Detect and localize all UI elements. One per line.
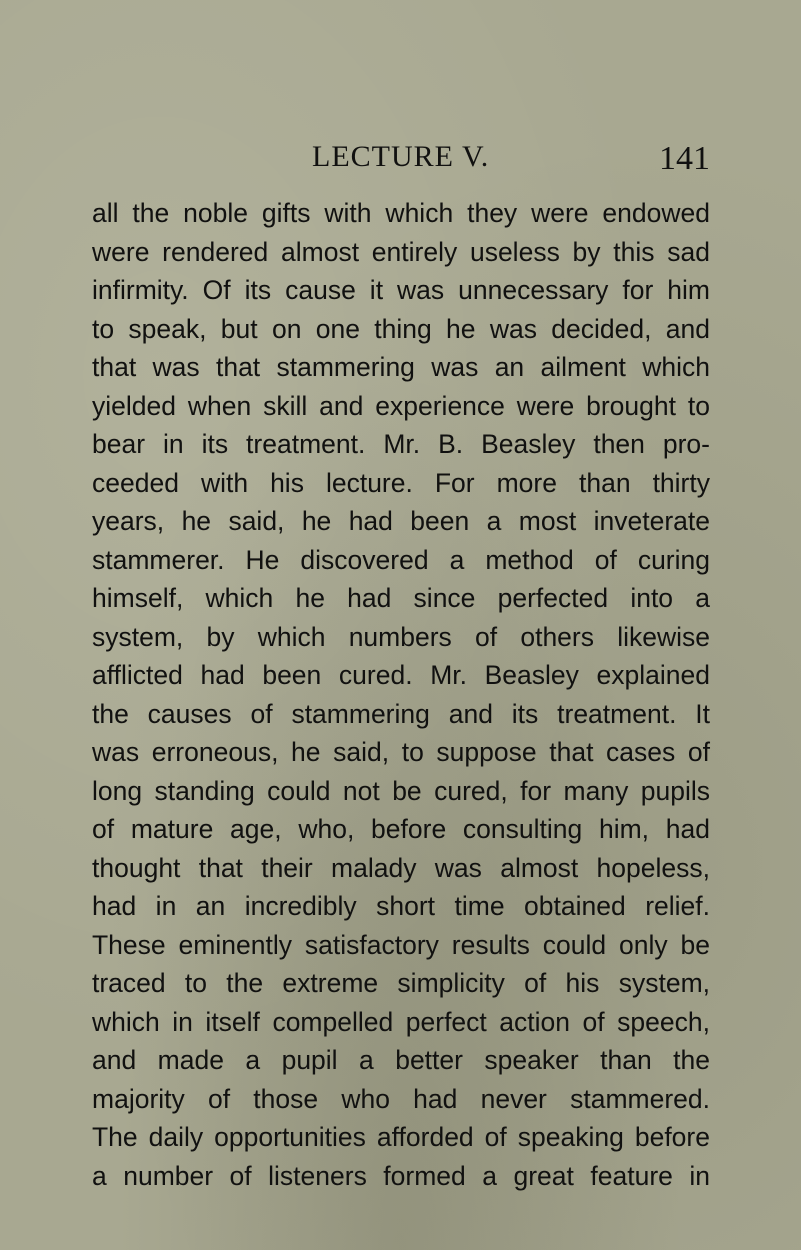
text-line: a number of listeners formed a great feature in — [92, 1160, 710, 1191]
text-line: all the noble gifts with which they were endowed — [92, 198, 710, 228]
text-line: and made a pupil a better speaker than the — [92, 1045, 710, 1075]
text-line: had in an incredibly short time obtained relief. — [92, 891, 710, 921]
text-line: long standing could not be cured, for many pupils — [92, 775, 710, 806]
text-line: bear in its treatment. Mr. B. Beasley then pro- — [92, 429, 710, 459]
text-line: majority of those who had never stammered. — [92, 1083, 710, 1114]
running-head-title: LECTURE V. — [312, 140, 490, 173]
text-line: which in itself compelled perfect action of speech, — [92, 1006, 710, 1037]
text-line: system, by which numbers of others likewise — [92, 621, 710, 652]
running-head — [92, 140, 710, 184]
text-line: yielded when skill and experience were brought to — [92, 390, 710, 421]
text-line: that was that stammering was an ailment which — [92, 352, 710, 382]
text-line: thought that their malady was almost hopeless, — [92, 852, 710, 883]
text-line: to speak, but on one thing he was decided, and — [92, 313, 710, 344]
text-line: infirmity. Of its cause it was unnecessary for him — [92, 275, 710, 305]
text-line: years, he said, he had been a most inveterate — [92, 506, 710, 536]
page-number: 141 — [659, 140, 710, 177]
text-line: These eminently satisfactory results could only be — [92, 929, 710, 960]
text-line: the causes of stammering and its treatment. It — [92, 698, 710, 729]
text-line: afflicted had been cured. Mr. Beasley explained — [92, 660, 710, 690]
text-line: The daily opportunities afforded of speaking before — [92, 1122, 710, 1152]
text-line: himself, which he had since perfected into a — [92, 583, 710, 613]
body-text — [92, 194, 710, 1195]
text-line: traced to the extreme simplicity of his system, — [92, 968, 710, 998]
text-line: were rendered almost entirely useless by this sad — [92, 236, 710, 267]
text-line: stammerer. He discovered a method of curing — [92, 544, 710, 575]
text-line: ceeded with his lecture. For more than thirty — [92, 467, 710, 498]
text-line: was erroneous, he said, to suppose that cases of — [92, 737, 710, 767]
text-line: of mature age, who, before consulting him, had — [92, 814, 710, 844]
